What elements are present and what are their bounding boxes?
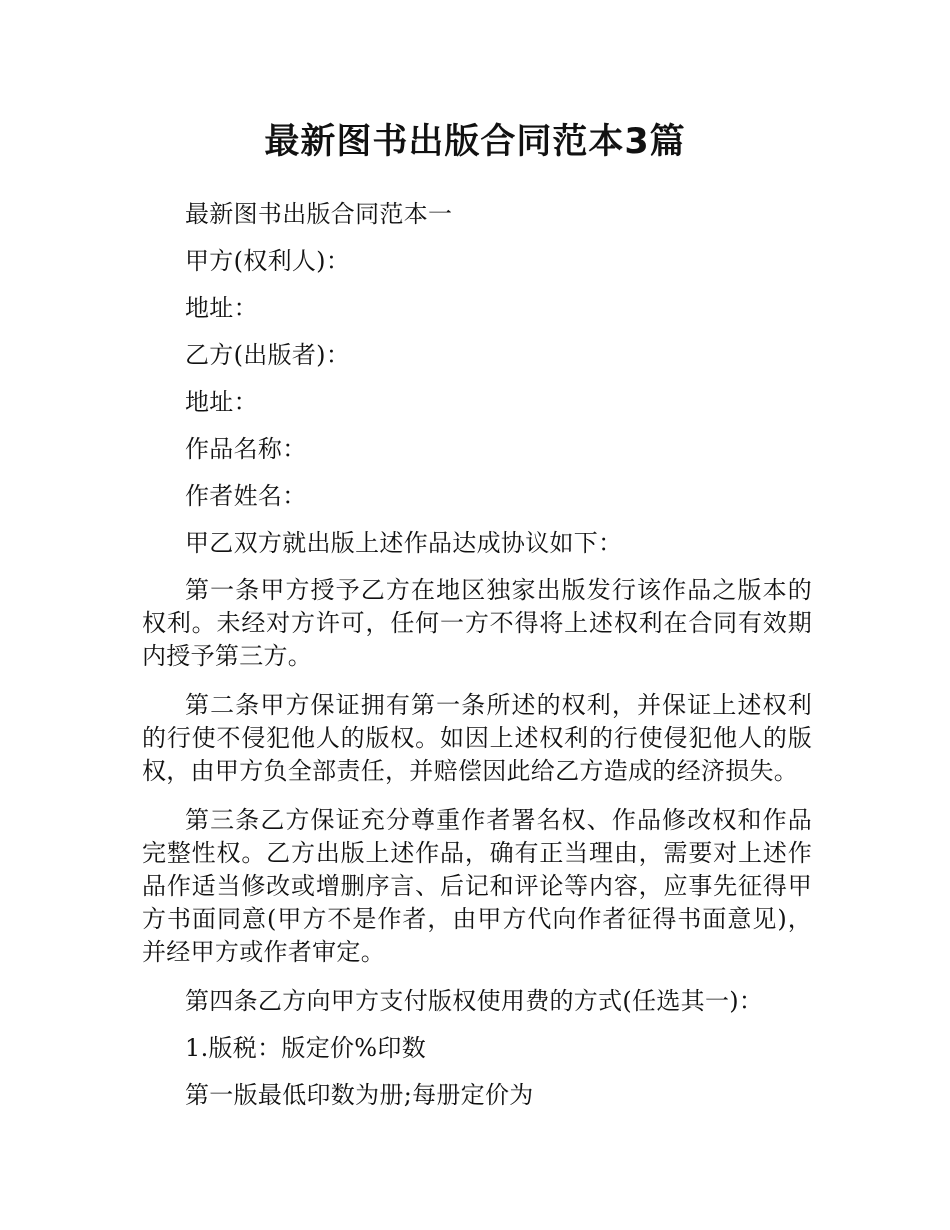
agreement-intro: 甲乙双方就出版上述作品达成协议如下：	[185, 529, 623, 557]
section-heading: 最新图书出版合同范本一	[185, 200, 453, 228]
first-edition-terms: 第一版最低印数为册;每册定价为	[185, 1081, 534, 1109]
party-b-address-line: 地址：	[185, 388, 258, 416]
author-name-line: 作者姓名：	[185, 482, 307, 510]
document-body	[142, 198, 812, 1126]
royalty-option: 1.版税：版定价%印数	[185, 1034, 427, 1062]
party-a-line: 甲方(权利人)：	[185, 247, 351, 275]
article-4: 第四条乙方向甲方支付版权使用费的方式(任选其一)：	[185, 987, 764, 1015]
article-2: 第二条甲方保证拥有第一条所述的权利，并保证上述权利的行使不侵犯他人的版权。如因上述权利的行使侵犯他人的版权，由甲方负全部责任，并赔偿因此给乙方造成的经济损失。	[142, 691, 812, 785]
article-3: 第三条乙方保证充分尊重作者署名权、作品修改权和作品完整性权。乙方出版上述作品，确有正当理由，需要对上述作品作适当修改或增删序言、后记和评论等内容，应事先征得甲方书面同意(甲方不是作者，由甲方代向作者征得书面意见)，并经甲方或作者审定。	[142, 806, 812, 966]
work-title-line: 作品名称：	[185, 435, 307, 463]
party-b-line: 乙方(出版者)：	[185, 341, 351, 369]
document-title: 最新图书出版合同范本3篇	[264, 122, 686, 162]
article-1: 第一条甲方授予乙方在地区独家出版发行该作品之版本的权利。未经对方许可，任何一方不得将上述权利在合同有效期内授予第三方。	[142, 576, 812, 670]
party-a-address-line: 地址：	[185, 294, 258, 322]
